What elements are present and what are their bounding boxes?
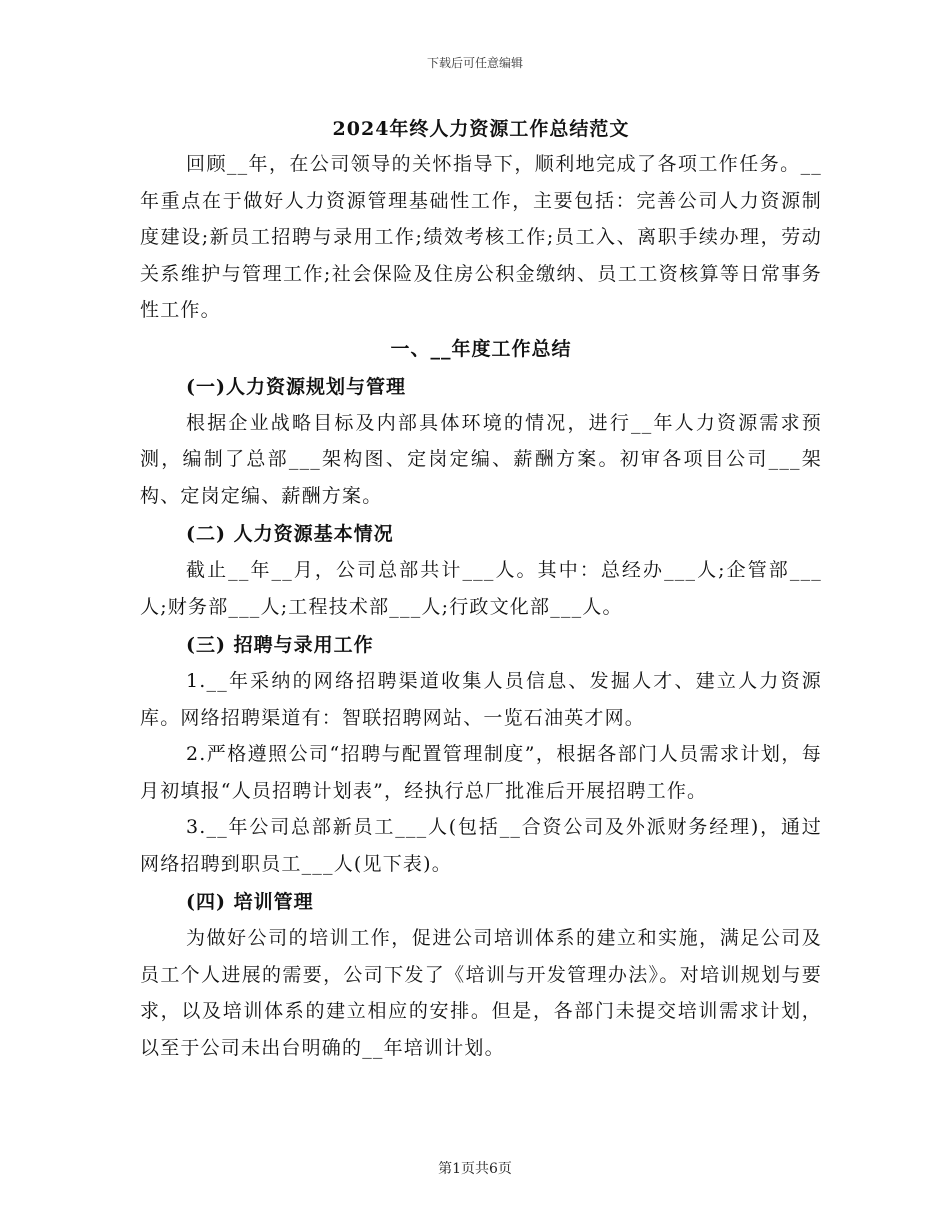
- document-body: [140, 112, 822, 1066]
- hr-planning-paragraph: 根据企业战略目标及内部具体环境的情况，进行__年人力资源需求预测，编制了总部___架构图、定岗定编、薪酬方案。初审各项目公司___架构、定岗定编、薪酬方案。: [140, 411, 822, 507]
- page-header-note: 下载后可任意编辑: [426, 56, 523, 70]
- subsection-title-hr-basics: (二) 人力资源基本情况: [186, 523, 394, 545]
- subsection-title-recruitment: (三) 招聘与录用工作: [186, 634, 374, 656]
- recruitment-item-3: 3.__年公司总部新员工___人(包括__合资公司及外派财务经理)，通过网络招聘到职员工___人(见下表)。: [140, 816, 822, 875]
- hr-basics-paragraph: 截止__年__月，公司总部共计___人。其中：总经办___人;企管部___人;财务部___人;工程技术部___人;行政文化部___人。: [140, 559, 822, 618]
- subsection-title-hr-planning: (一)人力资源规划与管理: [186, 375, 406, 398]
- document-title: 2024年终人力资源工作总结范文: [332, 118, 630, 140]
- subsection-title-training: (四) 培训管理: [186, 891, 314, 913]
- section-title-annual-summary: 一、__年度工作总结: [390, 337, 572, 360]
- recruitment-item-2: 2.严格遵照公司“招聘与配置管理制度”，根据各部门人员需求计划，每月初填报“人员招聘计划表”，经执行总厂批准后开展招聘工作。: [140, 743, 822, 802]
- page-number-footer: 第1页共6页: [438, 1161, 512, 1177]
- recruitment-item-1: 1.__年采纳的网络招聘渠道收集人员信息、发掘人才、建立人力资源库。网络招聘渠道有：智联招聘网站、一览石油英才网。: [140, 670, 822, 729]
- training-paragraph: 为做好公司的培训工作，促进公司培训体系的建立和实施，满足公司及员工个人进展的需要，公司下发了《培训与开发管理办法》。对培训规划与要求，以及培训体系的建立相应的安排。但是，各部门未提交培训需求计划，以至于公司未出台明确的__年培训计划。: [140, 927, 822, 1059]
- intro-paragraph: 回顾__年，在公司领导的关怀指导下，顺利地完成了各项工作任务。__年重点在于做好人力资源管理基础性工作，主要包括：完善公司人力资源制度建设;新员工招聘与录用工作;绩效考核工作;员工入、离职手续办理，劳动关系维护与管理工作;社会保险及住房公积金缴纳、员工工资核算等日常事务性工作。: [140, 153, 822, 321]
